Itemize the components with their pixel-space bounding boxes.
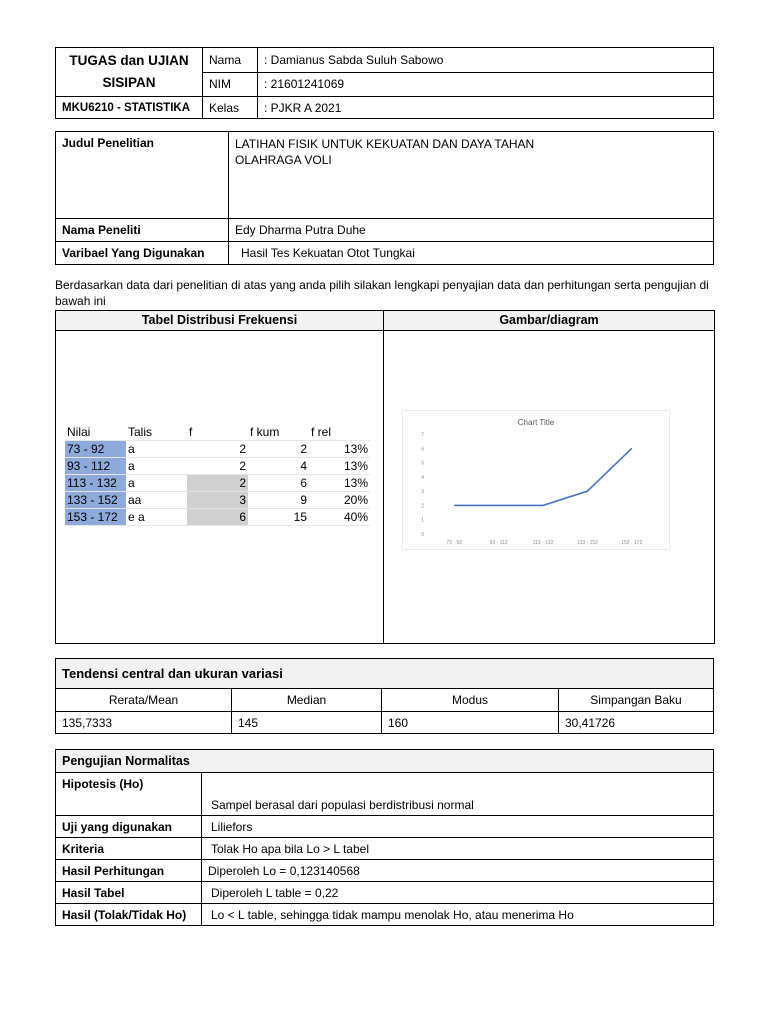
- researcher-label: Nama Peneliti: [56, 219, 229, 242]
- y-tick-label: 4: [421, 474, 424, 481]
- chart-title: Chart Title: [517, 418, 555, 427]
- y-tick-label: 3: [421, 489, 424, 496]
- central-median-value: 145: [232, 712, 382, 734]
- hypothesis-label: Hipotesis (Ho): [56, 773, 202, 816]
- normality-table: [55, 749, 714, 926]
- freq-frel: 13%: [309, 458, 370, 475]
- freq-frel: 13%: [309, 475, 370, 492]
- x-tick-label: 93 - 112: [489, 540, 508, 546]
- table-row: [65, 458, 370, 475]
- chart-frame: [402, 410, 670, 550]
- calc-result-value: Diperoleh Lo = 0,123140568: [202, 860, 714, 882]
- freq-nilai: 133 - 152: [65, 492, 126, 509]
- freq-talis: a: [126, 475, 187, 492]
- freq-fkum: 9: [248, 492, 309, 509]
- freq-talis: e a: [126, 509, 187, 526]
- research-title-label: Judul Penelitian: [56, 132, 229, 219]
- freq-nilai: 153 - 172: [65, 509, 126, 526]
- freq-nilai: 113 - 132: [65, 475, 126, 492]
- normality-title: Pengujian Normalitas: [56, 750, 714, 773]
- calc-result-label: Hasil Perhitungan: [56, 860, 202, 882]
- freq-frel: 40%: [309, 509, 370, 526]
- central-mode-value: 160: [382, 712, 559, 734]
- freq-nilai: 93 - 112: [65, 458, 126, 475]
- central-tendency-table: [55, 658, 714, 734]
- decision-value: Lo < L table, sehingga tidak mampu menolak Ho, atau menerima Ho: [202, 904, 714, 926]
- frequency-section-title: Tabel Distribusi Frekuensi: [56, 311, 383, 331]
- name-label: Nama: [203, 48, 258, 73]
- table-row: [65, 492, 370, 509]
- freq-frel: 13%: [309, 441, 370, 458]
- class-label: Kelas: [203, 97, 258, 119]
- table-result-value: Diperoleh L table = 0,22: [202, 882, 714, 904]
- researcher-value: Edy Dharma Putra Duhe: [229, 219, 714, 242]
- central-header-median: Median: [232, 689, 382, 712]
- freq-f: 2: [187, 441, 248, 458]
- research-table: [55, 131, 714, 265]
- y-tick-label: 0: [421, 532, 424, 538]
- freq-fkum: 2: [248, 441, 309, 458]
- freq-nilai: 73 - 92: [65, 441, 126, 458]
- freq-header-talis: Talis: [126, 424, 187, 441]
- freq-talis: a: [126, 441, 187, 458]
- freq-f: 6: [187, 509, 248, 526]
- instruction-text: Berdasarkan data dari penelitian di atas yang anda pilih silakan lengkapi penyajian data dan perhitungan serta pengujian di bawah ini: [55, 278, 709, 308]
- central-header-sd: Simpangan Baku: [559, 689, 714, 712]
- line-chart: [402, 410, 670, 550]
- freq-talis: aa: [126, 492, 187, 509]
- table-row: [65, 441, 370, 458]
- y-tick-label: 6: [421, 446, 424, 453]
- freq-header-f: f: [187, 424, 248, 441]
- variable-value: Hasil Tes Kekuatan Otot Tungkai: [229, 242, 714, 265]
- y-tick-label: 2: [421, 503, 424, 510]
- freq-fkum: 4: [248, 458, 309, 475]
- y-tick-label: 1: [421, 517, 424, 524]
- nim-label: NIM: [203, 72, 258, 97]
- variable-label: Varibael Yang Digunakan: [56, 242, 229, 265]
- freq-fkum: 15: [248, 509, 309, 526]
- course-code: MKU6210 - STATISTIKA: [56, 97, 203, 119]
- central-header-mode: Modus: [382, 689, 559, 712]
- y-tick-label: 7: [421, 432, 424, 438]
- freq-f: 3: [187, 492, 248, 509]
- frequency-table: [65, 424, 370, 526]
- central-mean-value: 135,7333: [56, 712, 232, 734]
- assignment-title: TUGAS dan UJIAN SISIPAN: [56, 48, 203, 97]
- central-header-mean: Rerata/Mean: [56, 689, 232, 712]
- research-title-value: LATIHAN FISIK UNTUK KEKUATAN DAN DAYA TAHAN OLAHRAGA VOLI: [235, 137, 535, 167]
- decision-label: Hasil (Tolak/Tidak Ho): [56, 904, 202, 926]
- table-row: [65, 475, 370, 492]
- class-value: : PJKR A 2021: [258, 97, 714, 119]
- central-sd-value: 30,41726: [559, 712, 714, 734]
- diagram-section-title: Gambar/diagram: [384, 311, 714, 331]
- x-tick-label: 153 - 172: [621, 540, 643, 546]
- freq-header-fkum: f kum: [248, 424, 309, 441]
- freq-frel: 20%: [309, 492, 370, 509]
- freq-header-frel: f rel: [309, 424, 370, 441]
- central-title: Tendensi central dan ukuran variasi: [56, 659, 714, 689]
- table-result-label: Hasil Tabel: [56, 882, 202, 904]
- x-tick-label: 73 - 92: [446, 540, 462, 546]
- freq-f: 2: [187, 458, 248, 475]
- freq-header-nilai: Nilai: [65, 424, 126, 441]
- x-tick-label: 113 - 132: [532, 540, 554, 546]
- freq-f: 2: [187, 475, 248, 492]
- test-value: Liliefors: [202, 816, 714, 838]
- name-value: : Damianus Sabda Suluh Sabowo: [258, 48, 714, 73]
- freq-talis: a: [126, 458, 187, 475]
- header-table: [55, 47, 714, 119]
- hypothesis-value: Sampel berasal dari populasi berdistribusi normal: [202, 773, 714, 816]
- nim-value: : 21601241069: [258, 72, 714, 97]
- table-row: [65, 509, 370, 526]
- test-label: Uji yang digunakan: [56, 816, 202, 838]
- x-tick-label: 133 - 152: [576, 540, 598, 546]
- criteria-label: Kriteria: [56, 838, 202, 860]
- y-tick-label: 5: [421, 460, 424, 467]
- criteria-value: Tolak Ho apa bila Lo > L tabel: [202, 838, 714, 860]
- freq-fkum: 6: [248, 475, 309, 492]
